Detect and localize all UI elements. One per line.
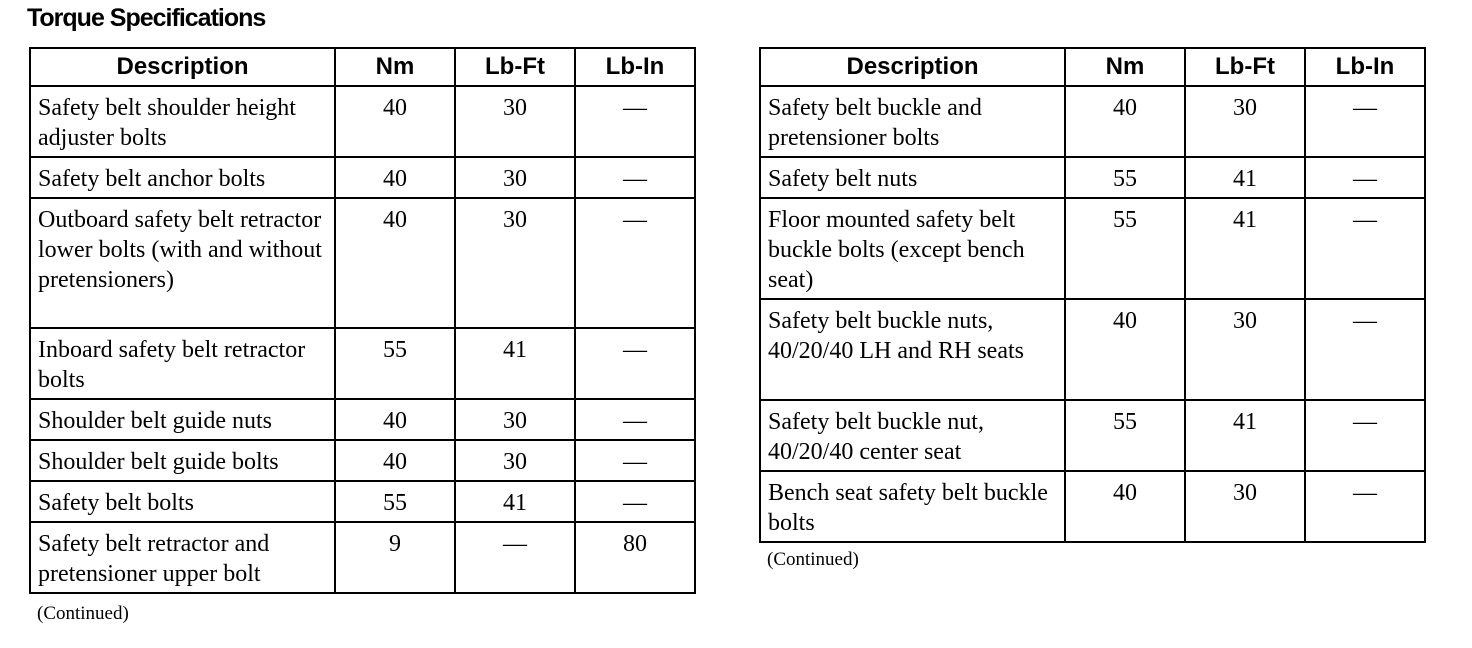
lbft-cell: 30 xyxy=(455,440,575,481)
nm-cell: 40 xyxy=(335,198,455,328)
description-cell: Safety belt retractor and pretensioner upper bolt xyxy=(30,522,335,593)
table-row xyxy=(30,399,695,440)
description-cell: Safety belt buckle and pretensioner bolts xyxy=(760,86,1065,157)
header-lbin: Lb-In xyxy=(1305,48,1425,86)
lbft-cell: 41 xyxy=(1185,157,1305,198)
lbft-cell: 30 xyxy=(1185,471,1305,542)
torque-table-right xyxy=(759,47,1426,543)
lbft-cell: 30 xyxy=(455,157,575,198)
table-row xyxy=(30,522,695,593)
description-cell: Shoulder belt guide nuts xyxy=(30,399,335,440)
header-description: Description xyxy=(760,48,1065,86)
header-lbin: Lb-In xyxy=(575,48,695,86)
description-cell: Safety belt anchor bolts xyxy=(30,157,335,198)
table-header-row xyxy=(760,48,1425,86)
table-row xyxy=(760,86,1425,157)
nm-cell: 40 xyxy=(1065,471,1185,542)
header-description: Description xyxy=(30,48,335,86)
lbin-cell: — xyxy=(575,86,695,157)
lbin-cell: — xyxy=(575,157,695,198)
header-lbft: Lb-Ft xyxy=(1185,48,1305,86)
description-cell: Safety belt nuts xyxy=(760,157,1065,198)
lbft-cell: 30 xyxy=(455,86,575,157)
lbft-cell: 30 xyxy=(455,198,575,328)
description-cell: Shoulder belt guide bolts xyxy=(30,440,335,481)
nm-cell: 55 xyxy=(1065,157,1185,198)
table-row xyxy=(30,198,695,328)
table-row xyxy=(30,86,695,157)
nm-cell: 40 xyxy=(1065,299,1185,400)
nm-cell: 40 xyxy=(335,157,455,198)
table-row xyxy=(30,440,695,481)
description-cell: Bench seat safety belt buckle bolts xyxy=(760,471,1065,542)
continued-note-right: (Continued) xyxy=(767,549,859,570)
header-nm: Nm xyxy=(1065,48,1185,86)
lbin-cell: — xyxy=(1305,86,1425,157)
table-row xyxy=(760,299,1425,400)
table-row xyxy=(30,481,695,522)
nm-cell: 55 xyxy=(335,481,455,522)
description-cell: Safety belt buckle nut, 40/20/40 center seat xyxy=(760,400,1065,471)
continued-note-left: (Continued) xyxy=(37,603,129,624)
page-title: Torque Specifications xyxy=(27,4,266,32)
lbin-cell: — xyxy=(575,399,695,440)
description-cell: Safety belt shoulder height adjuster bolts xyxy=(30,86,335,157)
lbft-cell: 30 xyxy=(1185,86,1305,157)
table-header-row xyxy=(30,48,695,86)
lbin-cell: — xyxy=(575,198,695,328)
nm-cell: 40 xyxy=(335,440,455,481)
lbin-cell: — xyxy=(575,481,695,522)
lbin-cell: — xyxy=(1305,157,1425,198)
lbin-cell: 80 xyxy=(575,522,695,593)
table-row xyxy=(760,198,1425,299)
description-cell: Safety belt buckle nuts, 40/20/40 LH and RH seats xyxy=(760,299,1065,400)
lbin-cell: — xyxy=(1305,299,1425,400)
lbft-cell: 30 xyxy=(1185,299,1305,400)
lbft-cell: 41 xyxy=(455,481,575,522)
table-row xyxy=(760,471,1425,542)
lbin-cell: — xyxy=(575,328,695,399)
table-row xyxy=(30,328,695,399)
lbft-cell: 41 xyxy=(1185,198,1305,299)
torque-table-left xyxy=(29,47,696,594)
nm-cell: 9 xyxy=(335,522,455,593)
lbin-cell: — xyxy=(1305,400,1425,471)
description-cell: Safety belt bolts xyxy=(30,481,335,522)
lbft-cell: 30 xyxy=(455,399,575,440)
nm-cell: 40 xyxy=(335,86,455,157)
lbft-cell: 41 xyxy=(1185,400,1305,471)
lbft-cell: — xyxy=(455,522,575,593)
nm-cell: 55 xyxy=(1065,400,1185,471)
header-nm: Nm xyxy=(335,48,455,86)
table-row xyxy=(760,157,1425,198)
nm-cell: 55 xyxy=(1065,198,1185,299)
description-cell: Inboard safety belt retractor bolts xyxy=(30,328,335,399)
nm-cell: 40 xyxy=(1065,86,1185,157)
lbin-cell: — xyxy=(1305,471,1425,542)
description-cell: Outboard safety belt retractor lower bolts (with and without pretensioners) xyxy=(30,198,335,328)
description-cell: Floor mounted safety belt buckle bolts (except bench seat) xyxy=(760,198,1065,299)
nm-cell: 40 xyxy=(335,399,455,440)
header-lbft: Lb-Ft xyxy=(455,48,575,86)
lbin-cell: — xyxy=(575,440,695,481)
nm-cell: 55 xyxy=(335,328,455,399)
table-row xyxy=(30,157,695,198)
lbin-cell: — xyxy=(1305,198,1425,299)
lbft-cell: 41 xyxy=(455,328,575,399)
table-row xyxy=(760,400,1425,471)
